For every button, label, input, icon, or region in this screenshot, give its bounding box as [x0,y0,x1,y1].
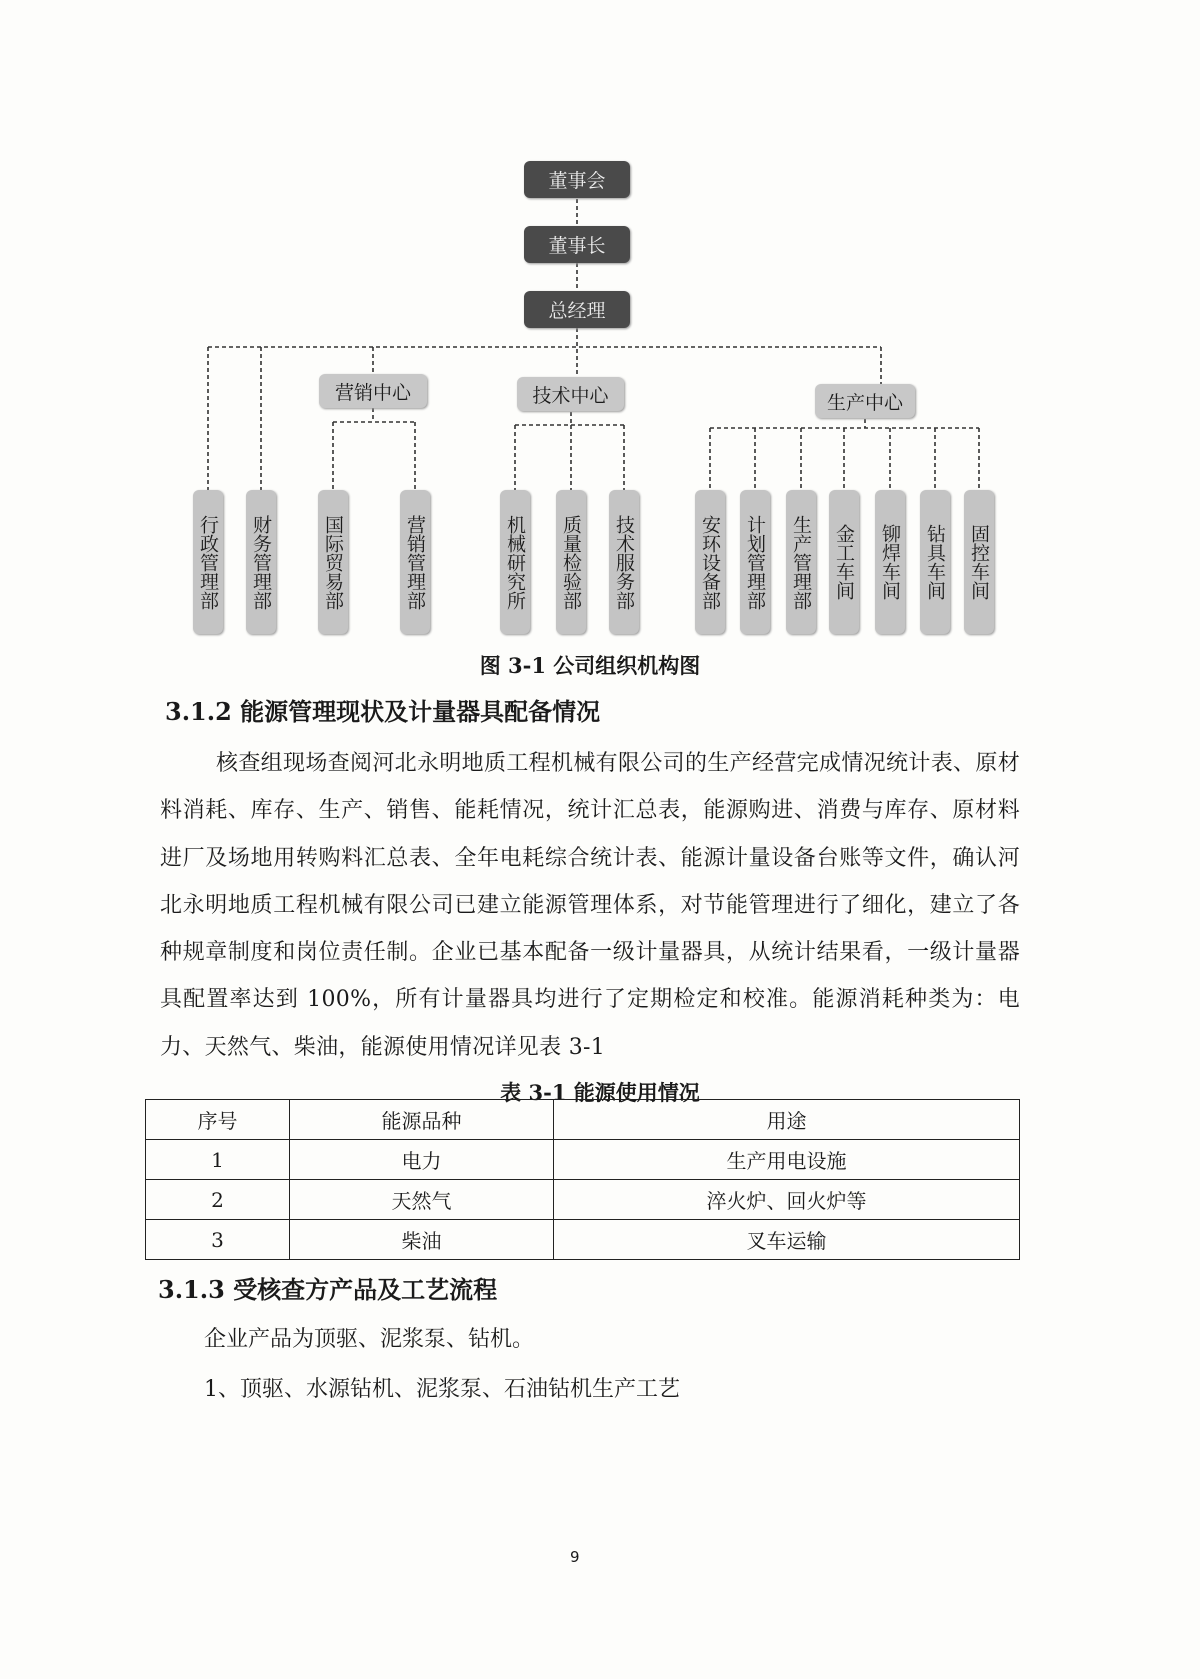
figure-caption: 图 3-1 公司组织机构图 [479,653,701,678]
org-leaf: 质量检验部 [556,490,586,634]
header-cell: 序号 [146,1100,290,1140]
org-leaf: 金工车间 [829,490,859,634]
table-cell: 天然气 [290,1180,554,1220]
table-header-row [146,1100,1020,1140]
org-leaf: 机械研究所 [500,490,530,634]
energy-usage-table [145,1099,1020,1260]
org-node-technical-center: 技术中心 [517,377,624,411]
products-line: 企业产品为顶驱、泥浆泵、钻机。 [204,1327,535,1352]
table-row [146,1180,1020,1220]
section-paragraph: 核查组现场查阅河北永明地质工程机械有限公司的生产经营完成情况统计表、原材料消耗、库存、生产、销售、能耗情况，统计汇总表，能源购进、消费与库存、原材料进厂及场地用转购料汇总表、全年电耗综合统计表、能源计量设备台账等文件，确认河北永明地质工程机械有限公司已建立能源管理体系，对节能管理进行了细化，建立了各种规章制度和岗位责任制。企业已基本配备一级计量器具，从统计结果看，一级计量器具配置率达到 100%，所有计量器具均进行了定期检定和校准。能源消耗种类为：电力、天然气、柴油，能源使用情况详见表 3-1 [160,751,1020,1060]
table-title: 表 3-1 能源使用情况 [500,1080,700,1105]
org-leaf: 国际贸易部 [318,490,348,634]
org-leaf: 行政管理部 [193,490,223,634]
org-node-production-center: 生产中心 [815,384,915,418]
org-node-board: 董事会 [524,161,630,198]
table-row [146,1220,1020,1260]
section-heading-313: 3.1.3 受核查方产品及工艺流程 [158,1275,498,1304]
header-cell: 能源品种 [290,1100,554,1140]
header-cell: 用途 [554,1100,1020,1140]
table-cell: 柴油 [290,1220,554,1260]
org-node-chairman: 董事长 [524,226,630,263]
table-row [146,1140,1020,1180]
section-heading-312: 3.1.2 能源管理现状及计量器具配备情况 [165,697,601,726]
org-leaf: 安环设备部 [695,490,725,634]
org-node-marketing-center: 营销中心 [319,374,427,408]
org-leaf: 钻具车间 [920,490,950,634]
org-node-general-manager: 总经理 [524,291,630,328]
org-leaf: 营销管理部 [400,490,430,634]
table-cell: 2 [146,1180,290,1220]
table-cell: 淬火炉、回火炉等 [554,1180,1020,1220]
org-leaf: 技术服务部 [609,490,639,634]
org-leaf: 财务管理部 [246,490,276,634]
org-leaf: 生产管理部 [786,490,816,634]
org-leaf: 计划管理部 [740,490,770,634]
org-chart-connectors [0,0,1200,700]
table-cell: 生产用电设施 [554,1140,1020,1180]
table-cell: 1 [146,1140,290,1180]
process-line: 1、顶驱、水源钻机、泥浆泵、石油钻机生产工艺 [204,1377,680,1402]
org-leaf: 固控车间 [964,490,994,634]
table-cell: 3 [146,1220,290,1260]
page-number: 9 [570,1548,580,1566]
table-cell: 叉车运输 [554,1220,1020,1260]
org-leaf: 铆焊车间 [875,490,905,634]
table-cell: 电力 [290,1140,554,1180]
